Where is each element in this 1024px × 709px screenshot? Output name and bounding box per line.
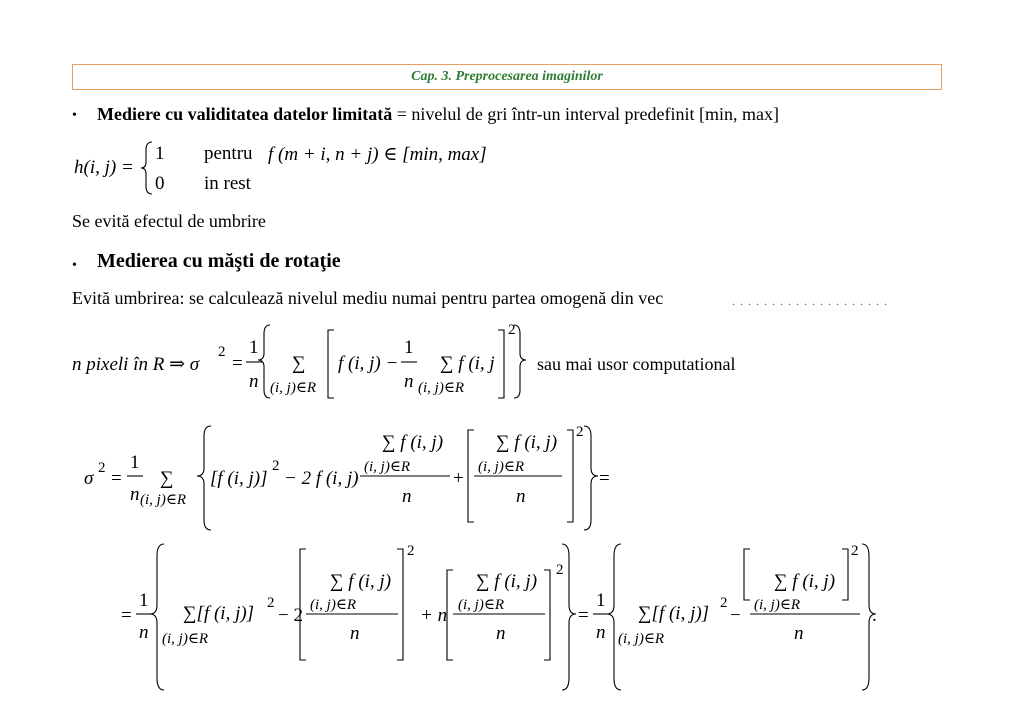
rotation-line: Evită umbrirea: se calculează nivelul mediu numai pentru partea omogenă din vec [72,288,664,308]
eq2-frac1-num: ∑ f (i, j) [382,432,444,453]
eq1-bracket-left [328,330,334,398]
bullet-dot: • [72,108,77,123]
eq3-end: . [872,605,877,626]
eq2-plus: + [453,468,464,489]
eq2-frac2-den: n [516,486,526,507]
eq3-one-b: 1 [596,590,606,611]
eq3-frac3-den: n [794,623,804,644]
bullet-1-text: = nivelul de gri într-un interval predefinit [min, max] [392,104,779,124]
eq1-inner-range: (i, j)∈R [418,380,465,396]
eq2-bracket-right [567,430,573,522]
eq3-frac1-den: n [350,623,360,644]
eq1-outer-sq: 2 [508,322,516,338]
eq3-n-b: n [596,622,606,643]
eq3-brace-left [150,544,164,690]
eq2-eq: = [111,468,122,489]
piecewise-case2-cond: in rest [204,173,251,194]
eq2-sq: 2 [98,460,106,476]
eq3-brace-right-b [862,544,876,690]
eq2-outer-sq: 2 [576,424,584,440]
piecewise-lhs: h(i, j) = [74,157,134,178]
bullet-2-title: Medierea cu măşti de rotaţie [97,250,341,272]
eq2-term2: − 2 f (i, j) [284,468,359,489]
piecewise-case1-value: 1 [155,143,165,164]
eq3-bracket3-left [744,549,750,600]
eq3-sq-b: 2 [720,595,728,611]
piecewise-case1-word: pentru [204,143,253,164]
truncated-dots: . . . . . . . . . . . . . . . . . . . . [732,294,888,308]
eq2-range: (i, j)∈R [140,492,187,508]
eq3-eq-mid: = [578,605,589,626]
eq3-frac1-range: (i, j)∈R [310,597,357,613]
bullet-1-title: Mediere cu validitatea datelor limitată [97,104,393,124]
eq2-tail: = [599,468,610,489]
eq3-sum-sq-b: ∑[f (i, j)] [638,603,710,624]
eq2-brace-left [197,426,211,530]
piecewise-case1-cond: f (m + i, n + j) ∈ [min, max] [268,144,487,165]
eq3-brace-right [562,544,576,690]
eq3-bracket3-right [842,549,848,600]
piecewise-case2-value: 0 [155,173,165,194]
eq3-bracket2-left [447,570,453,660]
eq1-range: (i, j)∈R [270,380,317,396]
eq2-bracket-left [468,430,474,522]
eq1-f: f (i, j) − [338,353,399,374]
eq1-eq: = [232,353,243,374]
eq2-one: 1 [130,452,140,473]
eq1-n: n [249,371,259,392]
shadow-line: Se evită efectul de umbrire [72,211,266,231]
eq3-frac3-sq: 2 [851,543,859,559]
eq1-one: 1 [249,337,259,358]
eq3-frac2-range: (i, j)∈R [458,597,505,613]
eq2-lhs: σ [84,468,94,489]
eq3-frac2-num: ∑ f (i, j) [476,571,538,592]
eq2-frac1-den: n [402,486,412,507]
eq3-plus-n: + n [420,605,448,626]
eq3-bracket1-right [397,549,403,660]
eq1-suffix: sau mai usor computational [537,354,736,374]
eq2-frac2-num: ∑ f (i, j) [496,432,558,453]
eq3-brace-left-b [607,544,621,690]
eq3-frac2-sq: 2 [556,562,564,578]
eq2-term1: [f (i, j)] [210,468,268,489]
eq1-bracket-right [498,330,504,398]
eq2-n: n [130,484,140,505]
eq3-range: (i, j)∈R [162,631,209,647]
eq3-minus2: − 2 [278,605,303,626]
eq1-n-inner: n [404,371,414,392]
eq2-frac1-range: (i, j)∈R [364,459,411,475]
eq2-brace-right [584,426,598,530]
chapter-title: Cap. 3. Preprocesarea imaginilor [411,69,603,84]
eq1-inner-sum: ∑ f (i, j [440,353,495,374]
eq3-frac3-range: (i, j)∈R [754,597,801,613]
eq3-frac1-num: ∑ f (i, j) [330,571,392,592]
eq3-sum-sq: ∑[f (i, j)] [183,603,255,624]
eq3-range-b: (i, j)∈R [618,631,665,647]
eq2-sum: ∑ [160,468,174,489]
eq3-one: 1 [139,590,149,611]
eq1-sq: 2 [218,344,226,360]
piecewise-brace [141,142,152,194]
eq1-one-inner: 1 [404,337,414,358]
eq1-sum: ∑ [292,353,306,374]
eq3-frac2-den: n [496,623,506,644]
eq3-n: n [139,622,149,643]
eq3-sq: 2 [267,595,275,611]
eq3-bracket2-right [544,570,550,660]
eq1-brace-right [514,325,526,398]
eq3-frac1-sq: 2 [407,543,415,559]
eq3-bracket1-left [300,549,306,660]
eq1-prefix: n pixeli în R ⇒ σ [72,354,200,375]
eq3-minus: − [730,605,741,626]
bullet-dot: • [72,258,77,273]
eq3-frac3-num: ∑ f (i, j) [774,571,836,592]
eq2-term1-sq: 2 [272,458,280,474]
eq3-lead: = [121,605,132,626]
eq2-frac2-range: (i, j)∈R [478,459,525,475]
